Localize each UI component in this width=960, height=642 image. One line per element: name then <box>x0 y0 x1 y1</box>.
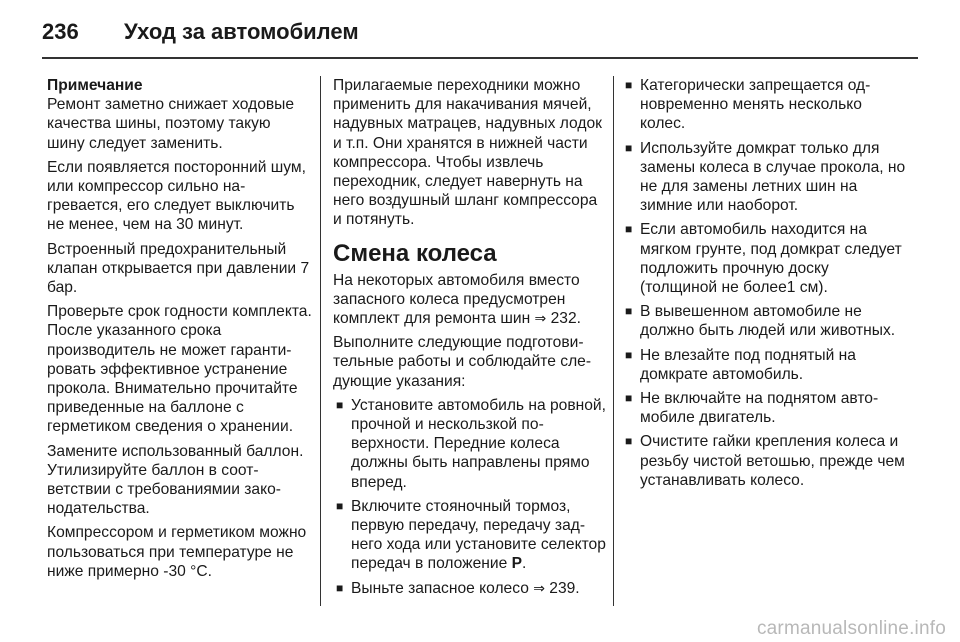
bullet-list <box>333 396 607 598</box>
list-item-text: Включите стояночный тормоз, первую передачу, передачу заднего хода или установите селектор передач в положение <box>351 497 606 573</box>
paragraph: Встроенный предохранительный клапан открывается при давлении 7 бар. <box>47 240 310 297</box>
list-item-text: Если автомобиль находится на мягком грунте, под домкрат следует подложить прочную доску (толщиной не более1 см). <box>640 221 902 297</box>
list-item <box>333 497 607 574</box>
list-item <box>622 220 907 297</box>
list-item-end: . <box>522 555 527 573</box>
list-item-text: Выньте запасное колесо <box>351 579 534 597</box>
paragraph: Выполните следующие подготовительные работы и соблюдайте следующие указания: <box>333 334 592 390</box>
adapters-paragraph: Прилагаемые переходники можно применить для накачивания мячей, надувных матрацев, надувных лодок и т.п. Они хранятся в нижней части компрессора. Чтобы извлечь переходник, следует навернуть на него воздушный шланг компрессора и потянуть. <box>333 77 602 229</box>
watermark-text: carmanualsonline.info <box>756 618 946 639</box>
note-text: Ремонт заметно снижает ходовые качества шины, поэтому такую шину следует заменить. <box>47 96 295 152</box>
bullet-icon: ■ <box>625 222 633 237</box>
page-header <box>42 10 359 54</box>
paragraph: Если появляется посторонний шум, или компрессор сильно нагревается, его следует выключить не менее, чем на 30 минут. <box>47 158 306 234</box>
header-rule <box>42 57 918 59</box>
page-title: Уход за автомобилем <box>124 19 359 44</box>
list-item-text: Очистите гайки крепления колеса и резьбу чистой ветошью, прежде чем устанавливать колесо. <box>640 433 905 489</box>
list-item-text: Не включайте на поднятом автомобиле двигатель. <box>640 390 879 427</box>
bullet-icon: ■ <box>336 498 344 513</box>
arrow-icon: ⇒ <box>534 310 547 327</box>
column-middle <box>333 76 607 603</box>
column-divider <box>320 76 321 606</box>
bullet-icon: ■ <box>625 347 633 362</box>
list-item-text: В вывешенном автомобиле не должно быть людей или животных. <box>640 303 896 340</box>
bullet-icon: ■ <box>625 140 633 155</box>
column-left <box>47 76 312 586</box>
paragraph: Компрессором и герметиком можно пользоваться при температуре не ниже примерно -30 °C. <box>47 524 307 580</box>
column-divider <box>613 76 614 606</box>
page-number: 236 <box>42 19 79 44</box>
list-item <box>622 139 907 216</box>
page-reference[interactable]: 239. <box>549 579 580 597</box>
list-item-text: Установите автомобиль на ровной, прочной и нескользкой поверхности. Передние колеса должны быть направлены прямо вперед. <box>351 396 606 491</box>
paragraph: Проверьте срок годности комплекта. После указанного срока производитель не может гарантировать эффективное устранение прокола. Внимательно прочитайте приведенные на баллоне с герметиком сведения о хранении. <box>47 303 312 436</box>
arrow-icon: ⇒ <box>533 579 545 596</box>
list-item-text: Используйте домкрат только для замены колеса в случае прокола, но не для замены летних шин на зимние или наоборот. <box>640 139 906 215</box>
list-item-text: Не влезайте под поднятый на домкрате автомобиль. <box>640 346 856 383</box>
bullet-icon: ■ <box>336 580 344 595</box>
gear-position-label: P <box>511 555 523 573</box>
paragraph <box>333 271 607 329</box>
bullet-icon: ■ <box>336 397 344 412</box>
page-reference[interactable]: 232. <box>550 310 581 328</box>
list-item <box>622 76 907 134</box>
list-item <box>622 432 907 490</box>
bullet-icon: ■ <box>625 434 633 449</box>
section-heading: Смена колеса <box>333 239 497 267</box>
list-item <box>622 346 907 384</box>
list-item <box>622 302 907 340</box>
note-title: Примечание <box>47 77 143 94</box>
list-item-text: Категорически запрещается одновременно менять несколько колес. <box>640 77 871 133</box>
bullet-icon: ■ <box>625 78 633 92</box>
paragraph-text: На некоторых автомобиля вместо запасного колеса предусмотрен комплект для ремонта шин <box>333 271 580 328</box>
list-item <box>333 396 607 492</box>
list-item <box>622 389 907 427</box>
bullet-icon: ■ <box>625 304 633 319</box>
bullet-list <box>622 76 907 490</box>
bullet-icon: ■ <box>625 391 633 406</box>
column-right <box>622 76 907 495</box>
paragraph: Замените использованный баллон. Утилизируйте баллон в соответствии с требованиямии законодательства. <box>47 442 304 518</box>
list-item <box>333 579 607 598</box>
